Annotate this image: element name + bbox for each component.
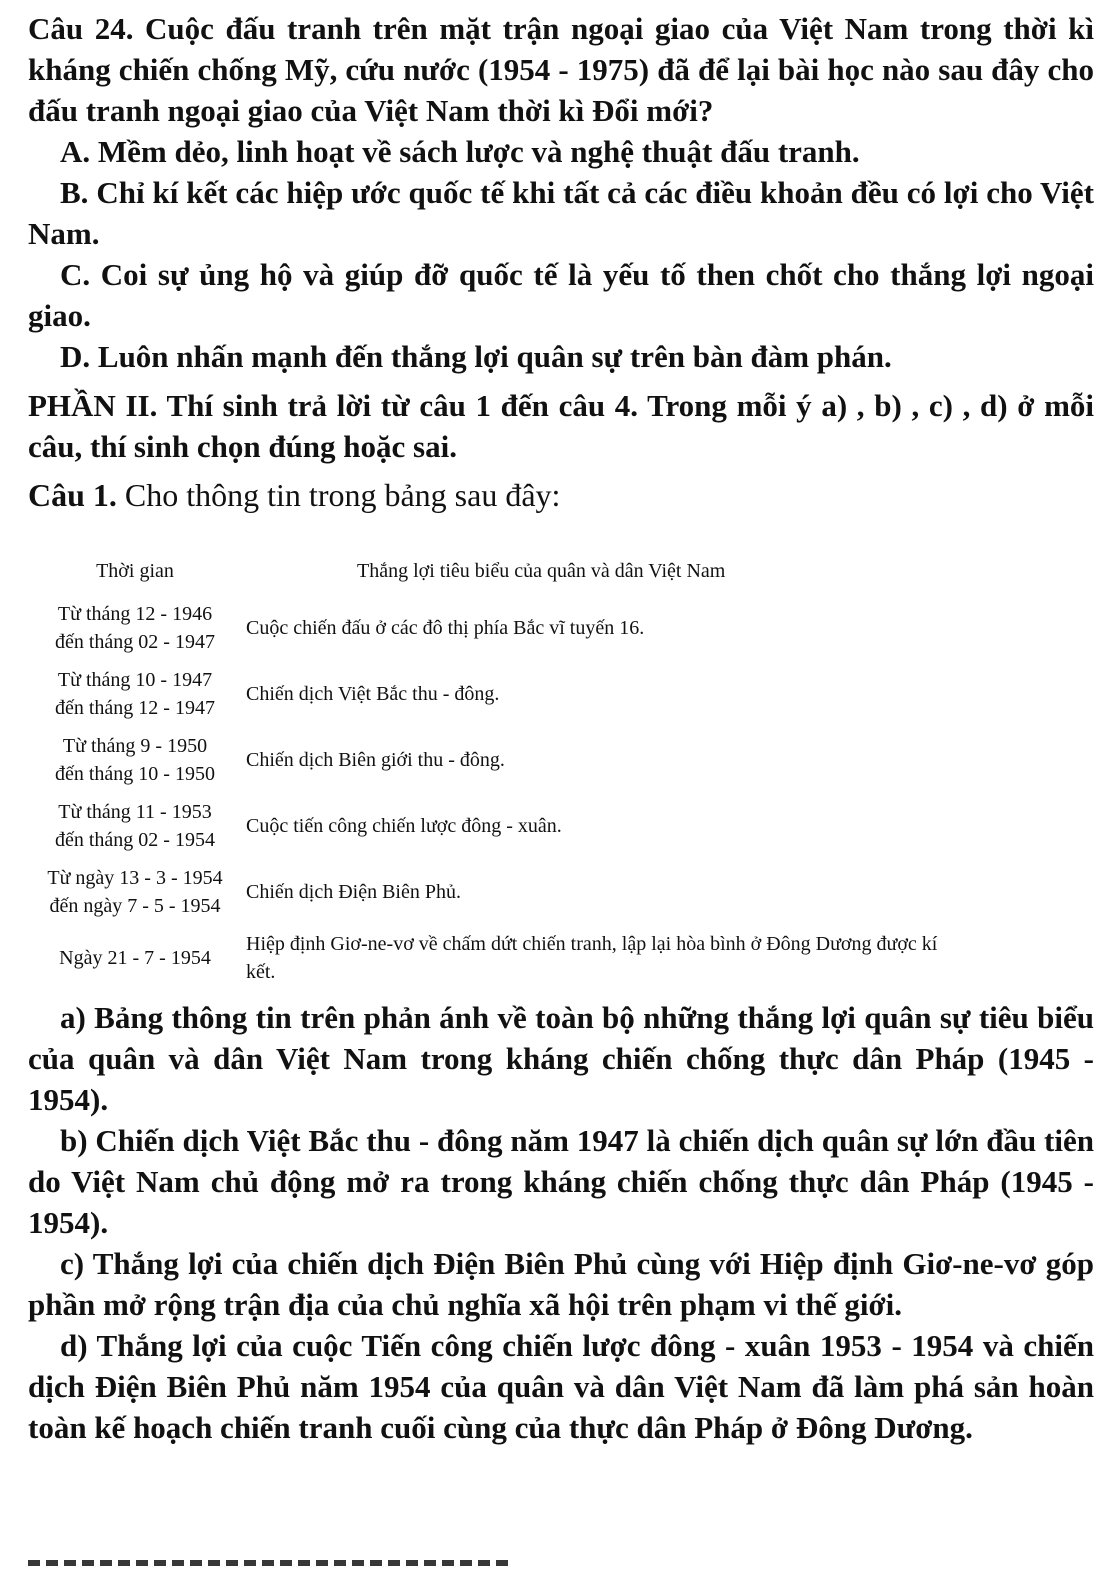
part-2-heading: PHẦN II. Thí sinh trả lời từ câu 1 đến câu 4. Trong mỗi ý a) , b) , c) , d) ở mỗi câu, thí sinh chọn đúng hoặc sai. xyxy=(28,388,1094,464)
question-24-option-b: B. Chỉ kí kết các hiệp ước quốc tế khi tất cả các điều khoản đều có lợi cho Việt Nam. xyxy=(28,175,1094,251)
time-from: Từ tháng 9 - 1950 xyxy=(62,735,208,757)
time-to: đến tháng 02 - 1947 xyxy=(55,631,215,653)
table-row xyxy=(28,661,970,727)
cut-off-next-line xyxy=(28,1560,508,1574)
time-from: Từ tháng 11 - 1953 xyxy=(58,801,212,823)
table-header-event: Thắng lợi tiêu biểu của quân và dân Việt Nam xyxy=(357,560,726,582)
table-row xyxy=(28,793,970,859)
table-cell-time xyxy=(28,595,242,661)
time-from: Từ tháng 12 - 1946 xyxy=(57,603,213,625)
time-to: đến tháng 02 - 1954 xyxy=(55,829,215,851)
statement-a: a) Bảng thông tin trên phản ánh về toàn bộ những thắng lợi quân sự tiêu biểu của quân và dân Việt Nam trong kháng chiến chống thực dân Pháp (1945 - 1954). xyxy=(28,1000,1094,1117)
question-1-label: Câu 1. xyxy=(28,477,117,513)
table-cell-time xyxy=(28,793,242,859)
table-cell-event: Chiến dịch Điện Biên Phủ. xyxy=(246,881,461,903)
time-to: đến tháng 12 - 1947 xyxy=(55,697,215,719)
statements xyxy=(28,997,1094,1448)
table-cell-event: Hiệp định Giơ-ne-vơ về chấm dứt chiến tranh, lập lại hòa bình ở Đông Dương được kí kết. xyxy=(246,933,938,983)
table-header-time: Thời gian xyxy=(96,560,174,582)
table-cell-event: Cuộc tiến công chiến lược đông - xuân. xyxy=(246,815,562,837)
statement-b: b) Chiến dịch Việt Bắc thu - đông năm 1947 là chiến dịch quân sự lớn đầu tiên do Việt Nam chủ động mở ra trong kháng chiến chống thực dân Pháp (1945 - 1954). xyxy=(28,1123,1094,1240)
table-cell-time xyxy=(28,925,242,991)
statement-c: c) Thắng lợi của chiến dịch Điện Biên Phủ cùng với Hiệp định Giơ-ne-vơ góp phần mở rộng trận địa của chủ nghĩa xã hội trên phạm vi thế giới. xyxy=(28,1246,1094,1322)
table-row xyxy=(28,595,970,661)
question-24-option-c: C. Coi sự ủng hộ và giúp đỡ quốc tế là yếu tố then chốt cho thắng lợi ngoại giao. xyxy=(28,257,1094,333)
time-from: Từ ngày 13 - 3 - 1954 xyxy=(47,867,223,889)
question-24-stem: Câu 24. Cuộc đấu tranh trên mặt trận ngoại giao của Việt Nam trong thời kì kháng chiến chống Mỹ, cứu nước (1954 - 1975) đã để lại bài học nào sau đây cho đấu tranh ngoại giao của Việt Nam thời kì Đổi mới? xyxy=(28,11,1094,128)
question-24-option-a: A. Mềm dẻo, linh hoạt về sách lược và nghệ thuật đấu tranh. xyxy=(60,134,860,169)
time-to: đến tháng 10 - 1950 xyxy=(55,763,215,785)
table-row xyxy=(28,925,970,991)
question-1-intro xyxy=(28,473,1094,517)
table-row xyxy=(28,727,970,793)
question-1-intro-text: Cho thông tin trong bảng sau đây: xyxy=(116,477,561,513)
table-row xyxy=(28,859,970,925)
table-cell-event: Chiến dịch Biên giới thu - đông. xyxy=(246,749,505,771)
time-from: Từ tháng 10 - 1947 xyxy=(57,669,213,691)
table-cell-time xyxy=(28,661,242,727)
time-from: Ngày 21 - 7 - 1954 xyxy=(59,947,211,969)
table-cell-event: Cuộc chiến đấu ở các đô thị phía Bắc vĩ tuyến 16. xyxy=(246,617,645,639)
table-cell-time xyxy=(28,727,242,793)
time-to: đến ngày 7 - 5 - 1954 xyxy=(49,895,221,917)
exam-page xyxy=(28,8,1094,1448)
question-24-option-d: D. Luôn nhấn mạnh đến thắng lợi quân sự trên bàn đàm phán. xyxy=(60,339,892,374)
statement-d: d) Thắng lợi của cuộc Tiến công chiến lược đông - xuân 1953 - 1954 và chiến dịch Điện Biên Phủ năm 1954 của quân và dân Việt Nam đã làm phá sản hoàn toàn kế hoạch chiến tranh cuối cùng của thực dân Pháp ở Đông Dương. xyxy=(28,1328,1094,1445)
table-cell-time xyxy=(28,859,242,925)
table-header-row xyxy=(28,549,970,595)
info-table xyxy=(28,549,970,991)
table-cell-event: Chiến dịch Việt Bắc thu - đông. xyxy=(246,683,500,705)
